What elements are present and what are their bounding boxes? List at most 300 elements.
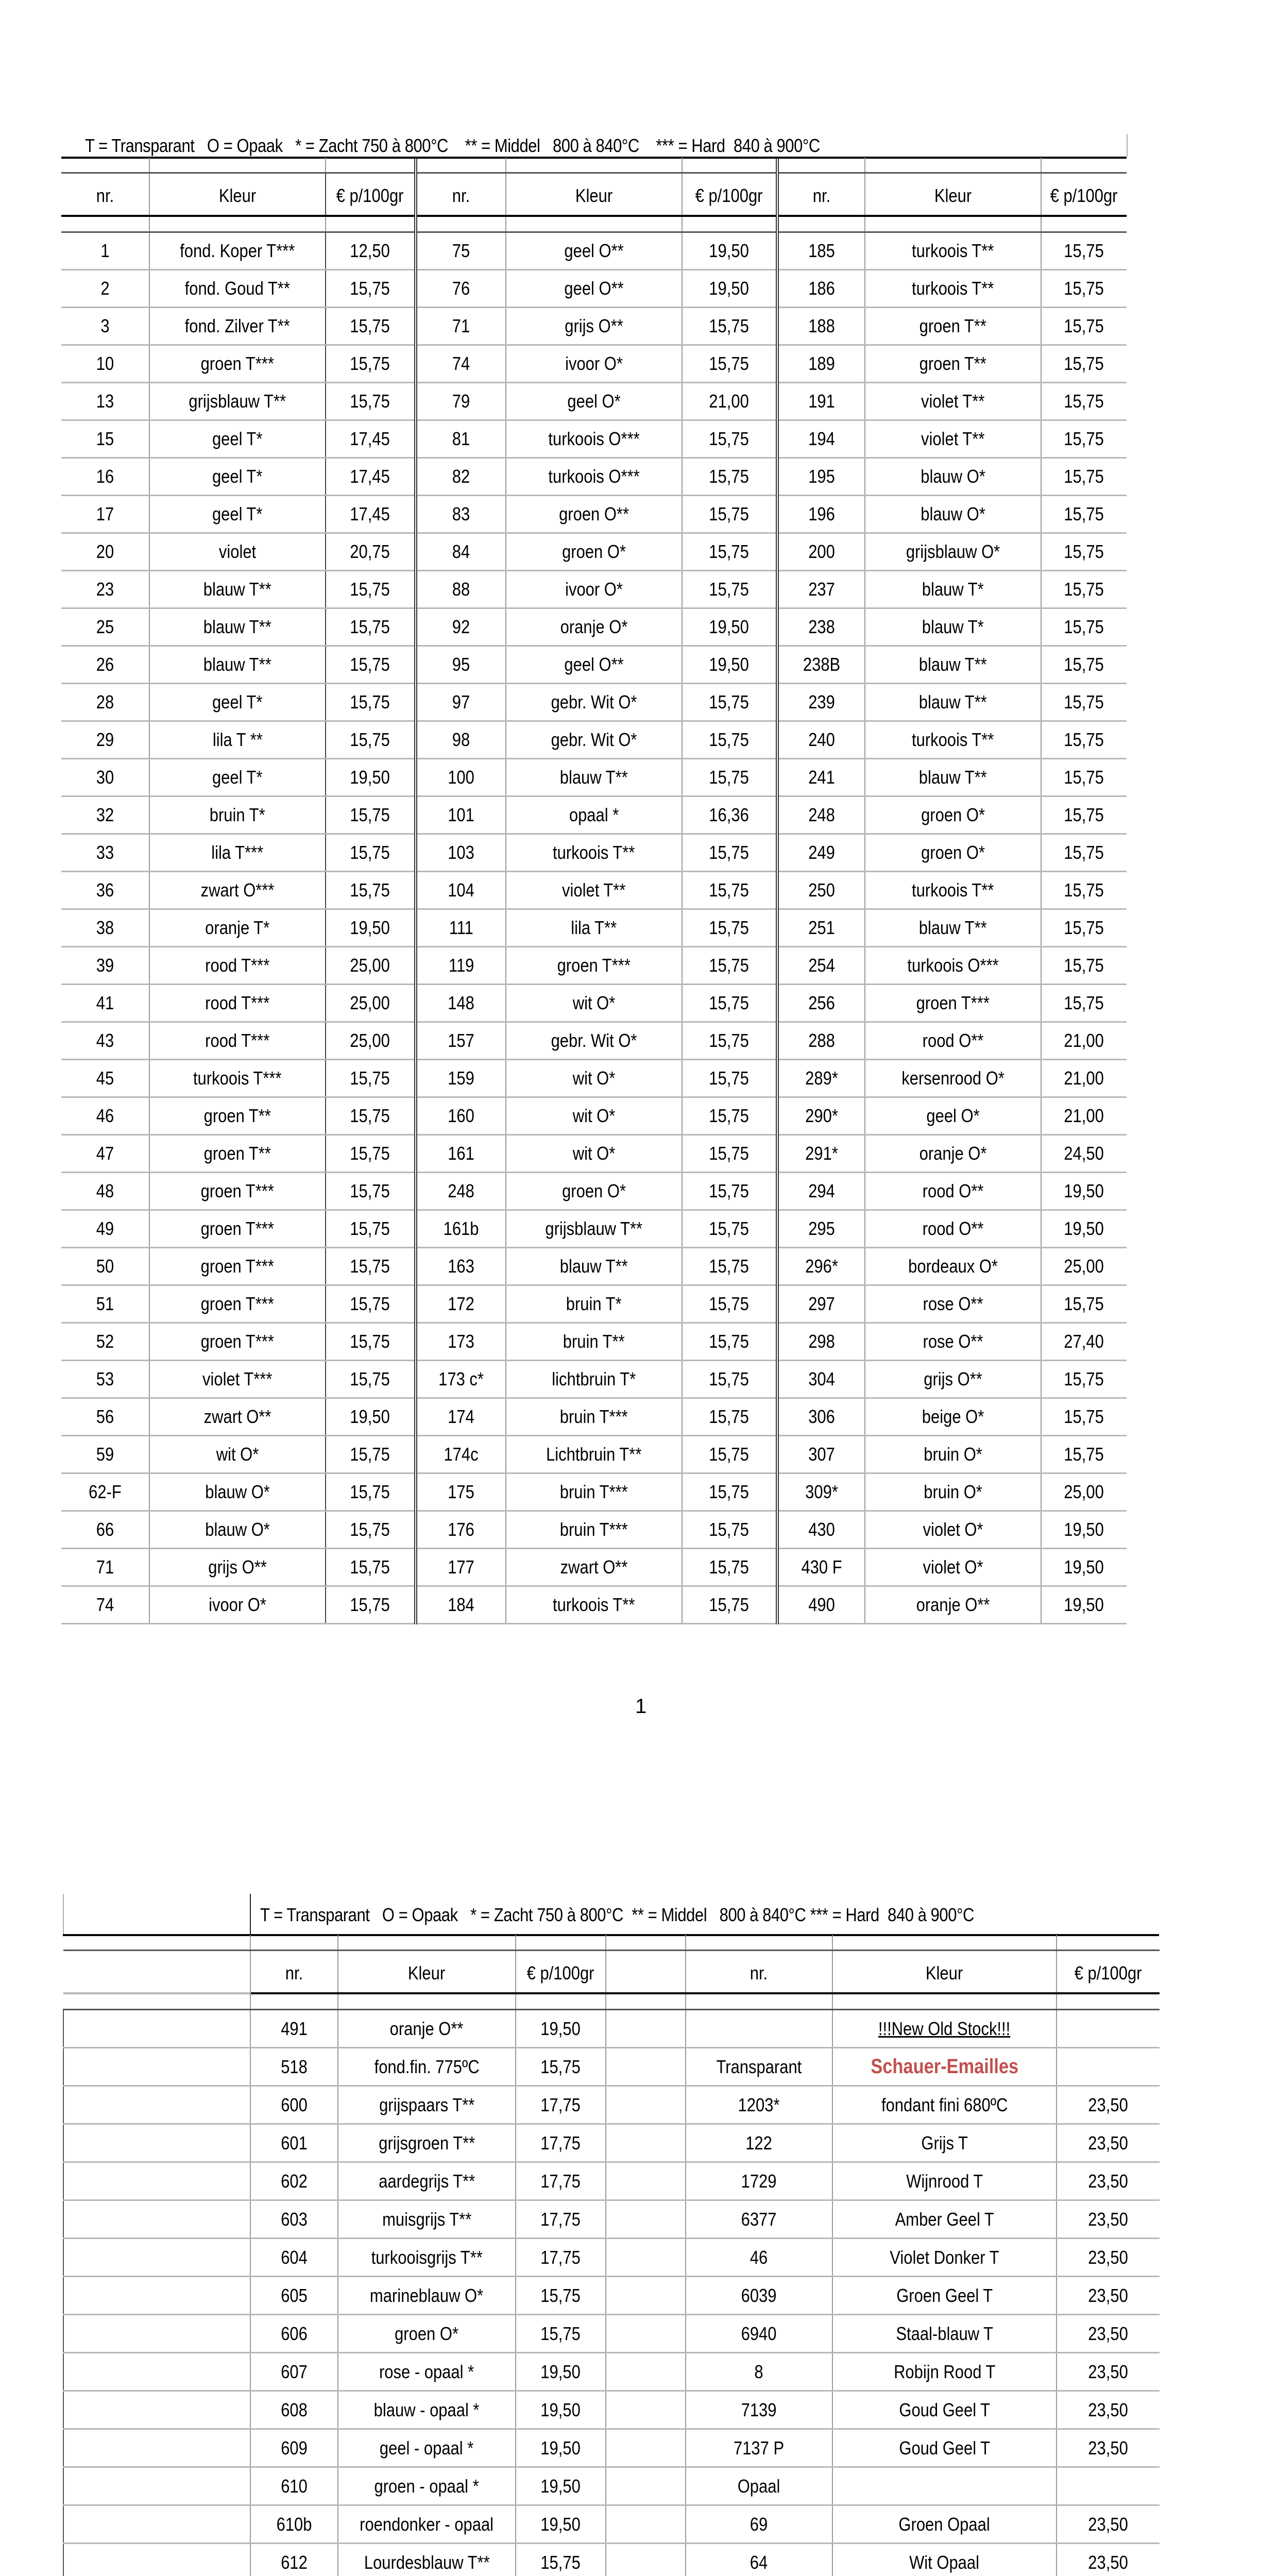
blank-cell	[63, 2429, 250, 2467]
item-color: rood T***	[149, 1022, 326, 1060]
table-row	[63, 2086, 686, 2124]
item-number: 82	[416, 458, 506, 496]
item-number: 33	[61, 834, 149, 872]
item-number: 74	[416, 345, 506, 383]
item-price: 15,75	[1041, 721, 1127, 759]
spacer-cell	[606, 2505, 686, 2544]
item-price: 15,75	[682, 1586, 777, 1624]
item-color: turkoois T**	[865, 232, 1041, 270]
item-price	[1057, 2010, 1160, 2048]
item-price: 17,45	[326, 420, 416, 458]
item-price: 15,75	[1041, 872, 1127, 909]
item-color: violet T**	[865, 420, 1041, 458]
item-color: geel T*	[149, 420, 326, 458]
item-color: blauw O*	[149, 1473, 326, 1511]
col-header-price: € p/100gr	[1041, 173, 1127, 216]
item-price: 25,00	[1041, 1248, 1127, 1285]
item-number: 122	[686, 2124, 832, 2162]
item-number: 239	[777, 684, 865, 721]
item-color: Amber Geel T	[832, 2200, 1057, 2239]
item-color: groen T***	[149, 1173, 326, 1210]
item-price: 15,75	[682, 1210, 777, 1248]
item-price: 20,75	[326, 533, 416, 571]
item-price: 15,75	[1041, 1398, 1127, 1436]
table-row	[61, 1173, 1127, 1210]
item-color: fond. Koper T***	[149, 232, 326, 270]
blank-cell	[63, 2086, 250, 2124]
header-row	[63, 1951, 686, 1994]
item-price: 23,50	[1057, 2239, 1160, 2277]
item-price: 15,75	[682, 1398, 777, 1436]
item-number: 176	[416, 1511, 506, 1549]
table-row	[61, 834, 1127, 872]
item-price	[1057, 2048, 1160, 2086]
item-number: 307	[777, 1436, 865, 1473]
item-number: 53	[61, 1361, 149, 1398]
item-number: 76	[416, 270, 506, 308]
item-price: 17,75	[516, 2086, 606, 2124]
table-row	[61, 308, 1127, 345]
table-row	[61, 608, 1127, 646]
item-number: 1203*	[686, 2086, 832, 2124]
item-number: 250	[777, 872, 865, 909]
item-color: rood T***	[149, 947, 326, 985]
item-number: 101	[416, 796, 506, 834]
item-color: zwart O**	[149, 1398, 326, 1436]
item-number: 297	[777, 1285, 865, 1323]
item-number: 62-F	[61, 1473, 149, 1511]
table-row	[61, 684, 1127, 721]
item-price: 15,75	[1041, 947, 1127, 985]
item-number: 189	[777, 345, 865, 383]
item-number: 289*	[777, 1060, 865, 1097]
table-row	[61, 420, 1127, 458]
page-number: 1	[635, 1695, 647, 1718]
item-color: oranje O*	[865, 1135, 1041, 1173]
item-color: zwart O**	[506, 1549, 682, 1586]
item-price: 17,75	[516, 2124, 606, 2162]
item-color: groen T***	[149, 345, 326, 383]
table-row	[61, 1473, 1127, 1511]
item-color: ivoor O*	[506, 345, 682, 383]
item-price: 15,75	[1041, 646, 1127, 684]
item-number: 188	[777, 308, 865, 345]
item-number: 605	[250, 2277, 338, 2315]
item-color: geel T*	[149, 759, 326, 796]
price-table-page-2-left	[63, 1935, 686, 2576]
item-number: 240	[777, 721, 865, 759]
item-color: groen T***	[149, 1210, 326, 1248]
item-number: 160	[416, 1097, 506, 1135]
item-color: wit O*	[149, 1436, 326, 1473]
table-row	[61, 872, 1127, 909]
item-price: 23,50	[1057, 2544, 1160, 2576]
item-color: oranje O**	[338, 2010, 516, 2048]
item-price: 15,75	[326, 345, 416, 383]
item-number: 600	[250, 2086, 338, 2124]
table-row	[63, 2505, 686, 2544]
item-color: roendonker - opaal	[338, 2505, 516, 2544]
item-price: 17,75	[516, 2200, 606, 2239]
item-price: 15,75	[682, 458, 777, 496]
item-color: geel T*	[149, 496, 326, 533]
table-row	[686, 2391, 1160, 2429]
table-row	[61, 646, 1127, 684]
item-number: 238B	[777, 646, 865, 684]
item-color: Lichtbruin T**	[506, 1436, 682, 1473]
item-color: turkoois T***	[149, 1060, 326, 1097]
item-price: 19,50	[516, 2505, 606, 2544]
item-number: 83	[416, 496, 506, 533]
item-color: fond. Goud T**	[149, 270, 326, 308]
item-color: turkoois T**	[865, 721, 1041, 759]
item-number: 254	[777, 947, 865, 985]
item-color: gebr. Wit O*	[506, 684, 682, 721]
col-header-price: € p/100gr	[326, 173, 416, 216]
item-number: 200	[777, 533, 865, 571]
item-color: groen O*	[506, 1173, 682, 1210]
item-number: 291*	[777, 1135, 865, 1173]
table-row	[686, 2429, 1160, 2467]
item-color: bordeaux O*	[865, 1248, 1041, 1285]
table-row	[686, 2505, 1160, 2544]
item-color: blauw - opaal *	[338, 2391, 516, 2429]
item-color: geel T*	[149, 458, 326, 496]
item-color: rose O**	[865, 1323, 1041, 1361]
item-color: groen T**	[865, 345, 1041, 383]
item-number: 248	[416, 1173, 506, 1210]
table-row	[61, 1097, 1127, 1135]
item-number: 79	[416, 383, 506, 420]
item-color: oranje O**	[865, 1586, 1041, 1624]
item-price: 15,75	[1041, 533, 1127, 571]
item-number: 111	[416, 909, 506, 947]
blank-cell	[63, 2315, 250, 2353]
spacer-cell	[606, 2124, 686, 2162]
item-color: bruin T***	[506, 1511, 682, 1549]
table-row	[61, 496, 1127, 533]
item-color: blauw T**	[865, 684, 1041, 721]
table-row	[686, 2544, 1160, 2576]
item-color: oranje T*	[149, 909, 326, 947]
table-row	[61, 1511, 1127, 1549]
item-color: Violet Donker T	[832, 2239, 1057, 2277]
item-price: 15,75	[1041, 270, 1127, 308]
spacer-cell	[606, 2544, 686, 2576]
blank-cell	[63, 2200, 250, 2239]
item-price: 15,75	[1041, 420, 1127, 458]
item-color: turkoois T**	[506, 1586, 682, 1624]
item-color: blauw T**	[149, 646, 326, 684]
table-row	[686, 2277, 1160, 2315]
legend-divider	[250, 1894, 251, 1935]
item-price: 15,75	[682, 571, 777, 608]
item-price: 15,75	[682, 1285, 777, 1323]
item-number: 296*	[777, 1248, 865, 1285]
spacer-cell	[606, 2086, 686, 2124]
item-price: 17,45	[326, 496, 416, 533]
item-number	[686, 2010, 832, 2048]
item-number: 95	[416, 646, 506, 684]
item-number: 306	[777, 1398, 865, 1436]
spacer-cell	[606, 2010, 686, 2048]
item-price: 15,75	[326, 1210, 416, 1248]
left-edge	[63, 1894, 64, 1935]
item-number: 6377	[686, 2200, 832, 2239]
item-price: 15,75	[1041, 1436, 1127, 1473]
item-number: 184	[416, 1586, 506, 1624]
blank-cell	[63, 2391, 250, 2429]
item-price: 15,75	[682, 1549, 777, 1586]
item-number: 6940	[686, 2315, 832, 2353]
item-color: groen T**	[149, 1097, 326, 1135]
item-number: 430	[777, 1511, 865, 1549]
item-price: 15,75	[682, 1473, 777, 1511]
item-color: violet T***	[149, 1361, 326, 1398]
item-price: 27,40	[1041, 1323, 1127, 1361]
legend: T = Transparant O = Opaak * = Zacht 750 à 800°C ** = Middel 800 à 840°C *** = Hard 840 à 900°C	[260, 1904, 974, 1925]
item-number: 491	[250, 2010, 338, 2048]
table-row	[61, 796, 1127, 834]
item-color: groen T***	[149, 1285, 326, 1323]
item-color: oranje O*	[506, 608, 682, 646]
item-price: 15,75	[682, 1361, 777, 1398]
blank-cell	[63, 2048, 250, 2086]
item-color: bruin T*	[149, 796, 326, 834]
item-price: 15,75	[326, 308, 416, 345]
blank-cell	[63, 2124, 250, 2162]
item-price: 15,75	[1041, 1285, 1127, 1323]
item-price: 15,75	[1041, 608, 1127, 646]
item-price: 15,75	[682, 684, 777, 721]
item-price: 15,75	[326, 1173, 416, 1210]
item-price: 19,50	[1041, 1511, 1127, 1549]
item-color: rood O**	[865, 1022, 1041, 1060]
item-color: blauw O*	[865, 458, 1041, 496]
item-price: 15,75	[682, 721, 777, 759]
item-price: 15,75	[326, 1473, 416, 1511]
blank-cell	[63, 2544, 250, 2576]
item-number: 119	[416, 947, 506, 985]
item-price: 15,75	[326, 1285, 416, 1323]
item-color: groen T**	[865, 308, 1041, 345]
item-color: groen O**	[506, 496, 682, 533]
item-color: geel O*	[506, 383, 682, 420]
table-row	[61, 1210, 1127, 1248]
item-number: 298	[777, 1323, 865, 1361]
item-number: 88	[416, 571, 506, 608]
table-row	[686, 2048, 1160, 2086]
table-row	[61, 458, 1127, 496]
item-number: 237	[777, 571, 865, 608]
header-row	[61, 173, 1127, 216]
item-color: rose - opaal *	[338, 2353, 516, 2391]
item-price: 12,50	[326, 232, 416, 270]
spacer-cell	[606, 2429, 686, 2467]
item-color: Goud Geel T	[832, 2429, 1057, 2467]
item-color: grijs O**	[149, 1549, 326, 1586]
item-color: bruin T*	[506, 1285, 682, 1323]
table-row	[61, 533, 1127, 571]
item-color: Wit Opaal	[832, 2544, 1057, 2576]
item-number: 194	[777, 420, 865, 458]
item-color: turkoois T**	[865, 270, 1041, 308]
item-number: 41	[61, 985, 149, 1022]
table-row	[61, 1436, 1127, 1473]
item-color: kersenrood O*	[865, 1060, 1041, 1097]
col-header-kleur: Kleur	[865, 173, 1041, 216]
item-number: 309*	[777, 1473, 865, 1511]
item-color: blauw T*	[865, 608, 1041, 646]
right-edge	[1127, 134, 1128, 157]
item-price: 23,50	[1057, 2353, 1160, 2391]
item-number: 100	[416, 759, 506, 796]
item-number: 17	[61, 496, 149, 533]
item-price: 19,50	[516, 2391, 606, 2429]
item-color: gebr. Wit O*	[506, 721, 682, 759]
item-number: 612	[250, 2544, 338, 2576]
item-price: 15,75	[1041, 796, 1127, 834]
item-color: bruin O*	[865, 1436, 1041, 1473]
table-row	[63, 2467, 686, 2505]
item-price: 15,75	[516, 2315, 606, 2353]
item-price: 15,75	[1041, 345, 1127, 383]
item-price: 19,50	[682, 232, 777, 270]
item-color: grijspaars T**	[338, 2086, 516, 2124]
item-number: 172	[416, 1285, 506, 1323]
item-price: 15,75	[326, 1097, 416, 1135]
item-price: 19,50	[1041, 1549, 1127, 1586]
item-price: 15,75	[1041, 458, 1127, 496]
item-price: 21,00	[1041, 1022, 1127, 1060]
item-color: geel O**	[506, 270, 682, 308]
item-price: 15,75	[326, 1436, 416, 1473]
item-price: 15,75	[326, 834, 416, 872]
item-color: fond.fin. 775ºC	[338, 2048, 516, 2086]
item-price: 19,50	[682, 270, 777, 308]
item-price: 15,75	[326, 383, 416, 420]
item-color: grijsgroen T**	[338, 2124, 516, 2162]
item-price: 15,75	[682, 1511, 777, 1549]
item-price: 24,50	[1041, 1135, 1127, 1173]
item-color: ivoor O*	[149, 1586, 326, 1624]
item-color	[832, 2467, 1057, 2505]
item-price: 15,75	[682, 496, 777, 533]
item-number: 23	[61, 571, 149, 608]
item-price: 17,75	[516, 2239, 606, 2277]
table-row	[61, 1398, 1127, 1436]
item-number: 25	[61, 608, 149, 646]
item-number: 48	[61, 1173, 149, 1210]
item-color: blauw O*	[865, 496, 1041, 533]
item-number: 173	[416, 1323, 506, 1361]
item-color: blauw T**	[865, 759, 1041, 796]
legend: T = Transparant O = Opaak * = Zacht 750 à 800°C ** = Middel 800 à 840°C *** = Hard 840 à 900°C	[85, 135, 820, 156]
table-row	[686, 2315, 1160, 2353]
item-color: violet	[149, 533, 326, 571]
item-price: 23,50	[1057, 2277, 1160, 2315]
item-number: 1729	[686, 2162, 832, 2200]
item-number: 97	[416, 684, 506, 721]
table-row	[63, 2429, 686, 2467]
item-number: 163	[416, 1248, 506, 1285]
item-price: 25,00	[326, 947, 416, 985]
item-price: 15,75	[1041, 759, 1127, 796]
item-price: 15,75	[682, 1173, 777, 1210]
item-color: beige O*	[865, 1398, 1041, 1436]
item-price: 15,75	[326, 1511, 416, 1549]
item-color: lila T***	[149, 834, 326, 872]
item-color: lichtbruin T*	[506, 1361, 682, 1398]
col-header-nr: nr.	[250, 1951, 338, 1994]
item-number: 606	[250, 2315, 338, 2353]
table-row	[61, 721, 1127, 759]
item-number: 288	[777, 1022, 865, 1060]
item-color: violet O*	[865, 1549, 1041, 1586]
table-row	[61, 1549, 1127, 1586]
item-number: Opaal	[686, 2467, 832, 2505]
item-price: 15,75	[682, 947, 777, 985]
item-price: 23,50	[1057, 2086, 1160, 2124]
item-number: 161	[416, 1135, 506, 1173]
item-price: 15,75	[1041, 383, 1127, 420]
item-color: Robijn Rood T	[832, 2353, 1057, 2391]
item-number: 196	[777, 496, 865, 533]
item-number: 174	[416, 1398, 506, 1436]
item-number: 16	[61, 458, 149, 496]
item-color: groen O*	[865, 796, 1041, 834]
table-row	[686, 2200, 1160, 2239]
item-number: 47	[61, 1135, 149, 1173]
item-number: 610	[250, 2467, 338, 2505]
item-price: 23,50	[1057, 2315, 1160, 2353]
blank-cell	[63, 2505, 250, 2544]
item-color: blauw T*	[865, 571, 1041, 608]
item-number: 71	[61, 1549, 149, 1586]
item-price: 15,75	[1041, 1361, 1127, 1398]
item-color: violet T**	[865, 383, 1041, 420]
item-price: 19,50	[516, 2429, 606, 2467]
item-price: 19,50	[326, 759, 416, 796]
item-color: Groen Opaal	[832, 2505, 1057, 2544]
table-row	[61, 270, 1127, 308]
col-header-nr: nr.	[416, 173, 506, 216]
item-color: opaal *	[506, 796, 682, 834]
col-header-price: € p/100gr	[1057, 1951, 1160, 1994]
item-number: 43	[61, 1022, 149, 1060]
item-number: 2	[61, 270, 149, 308]
item-price: 21,00	[682, 383, 777, 420]
item-price: 15,75	[326, 796, 416, 834]
item-number: 251	[777, 909, 865, 947]
item-number: 295	[777, 1210, 865, 1248]
item-price: 19,50	[516, 2467, 606, 2505]
item-color: grijs O**	[506, 308, 682, 345]
item-number: 148	[416, 985, 506, 1022]
item-number: 177	[416, 1549, 506, 1586]
item-color: grijsblauw T**	[506, 1210, 682, 1248]
col-header-kleur: Kleur	[149, 173, 326, 216]
table-row	[61, 1022, 1127, 1060]
item-color: wit O*	[506, 1060, 682, 1097]
item-number: 104	[416, 872, 506, 909]
item-price: 15,75	[516, 2048, 606, 2086]
item-price: 15,75	[1041, 834, 1127, 872]
item-color: rood O**	[865, 1173, 1041, 1210]
table-row	[686, 2162, 1160, 2200]
item-price: 15,75	[1041, 985, 1127, 1022]
spacer-cell	[606, 2467, 686, 2505]
